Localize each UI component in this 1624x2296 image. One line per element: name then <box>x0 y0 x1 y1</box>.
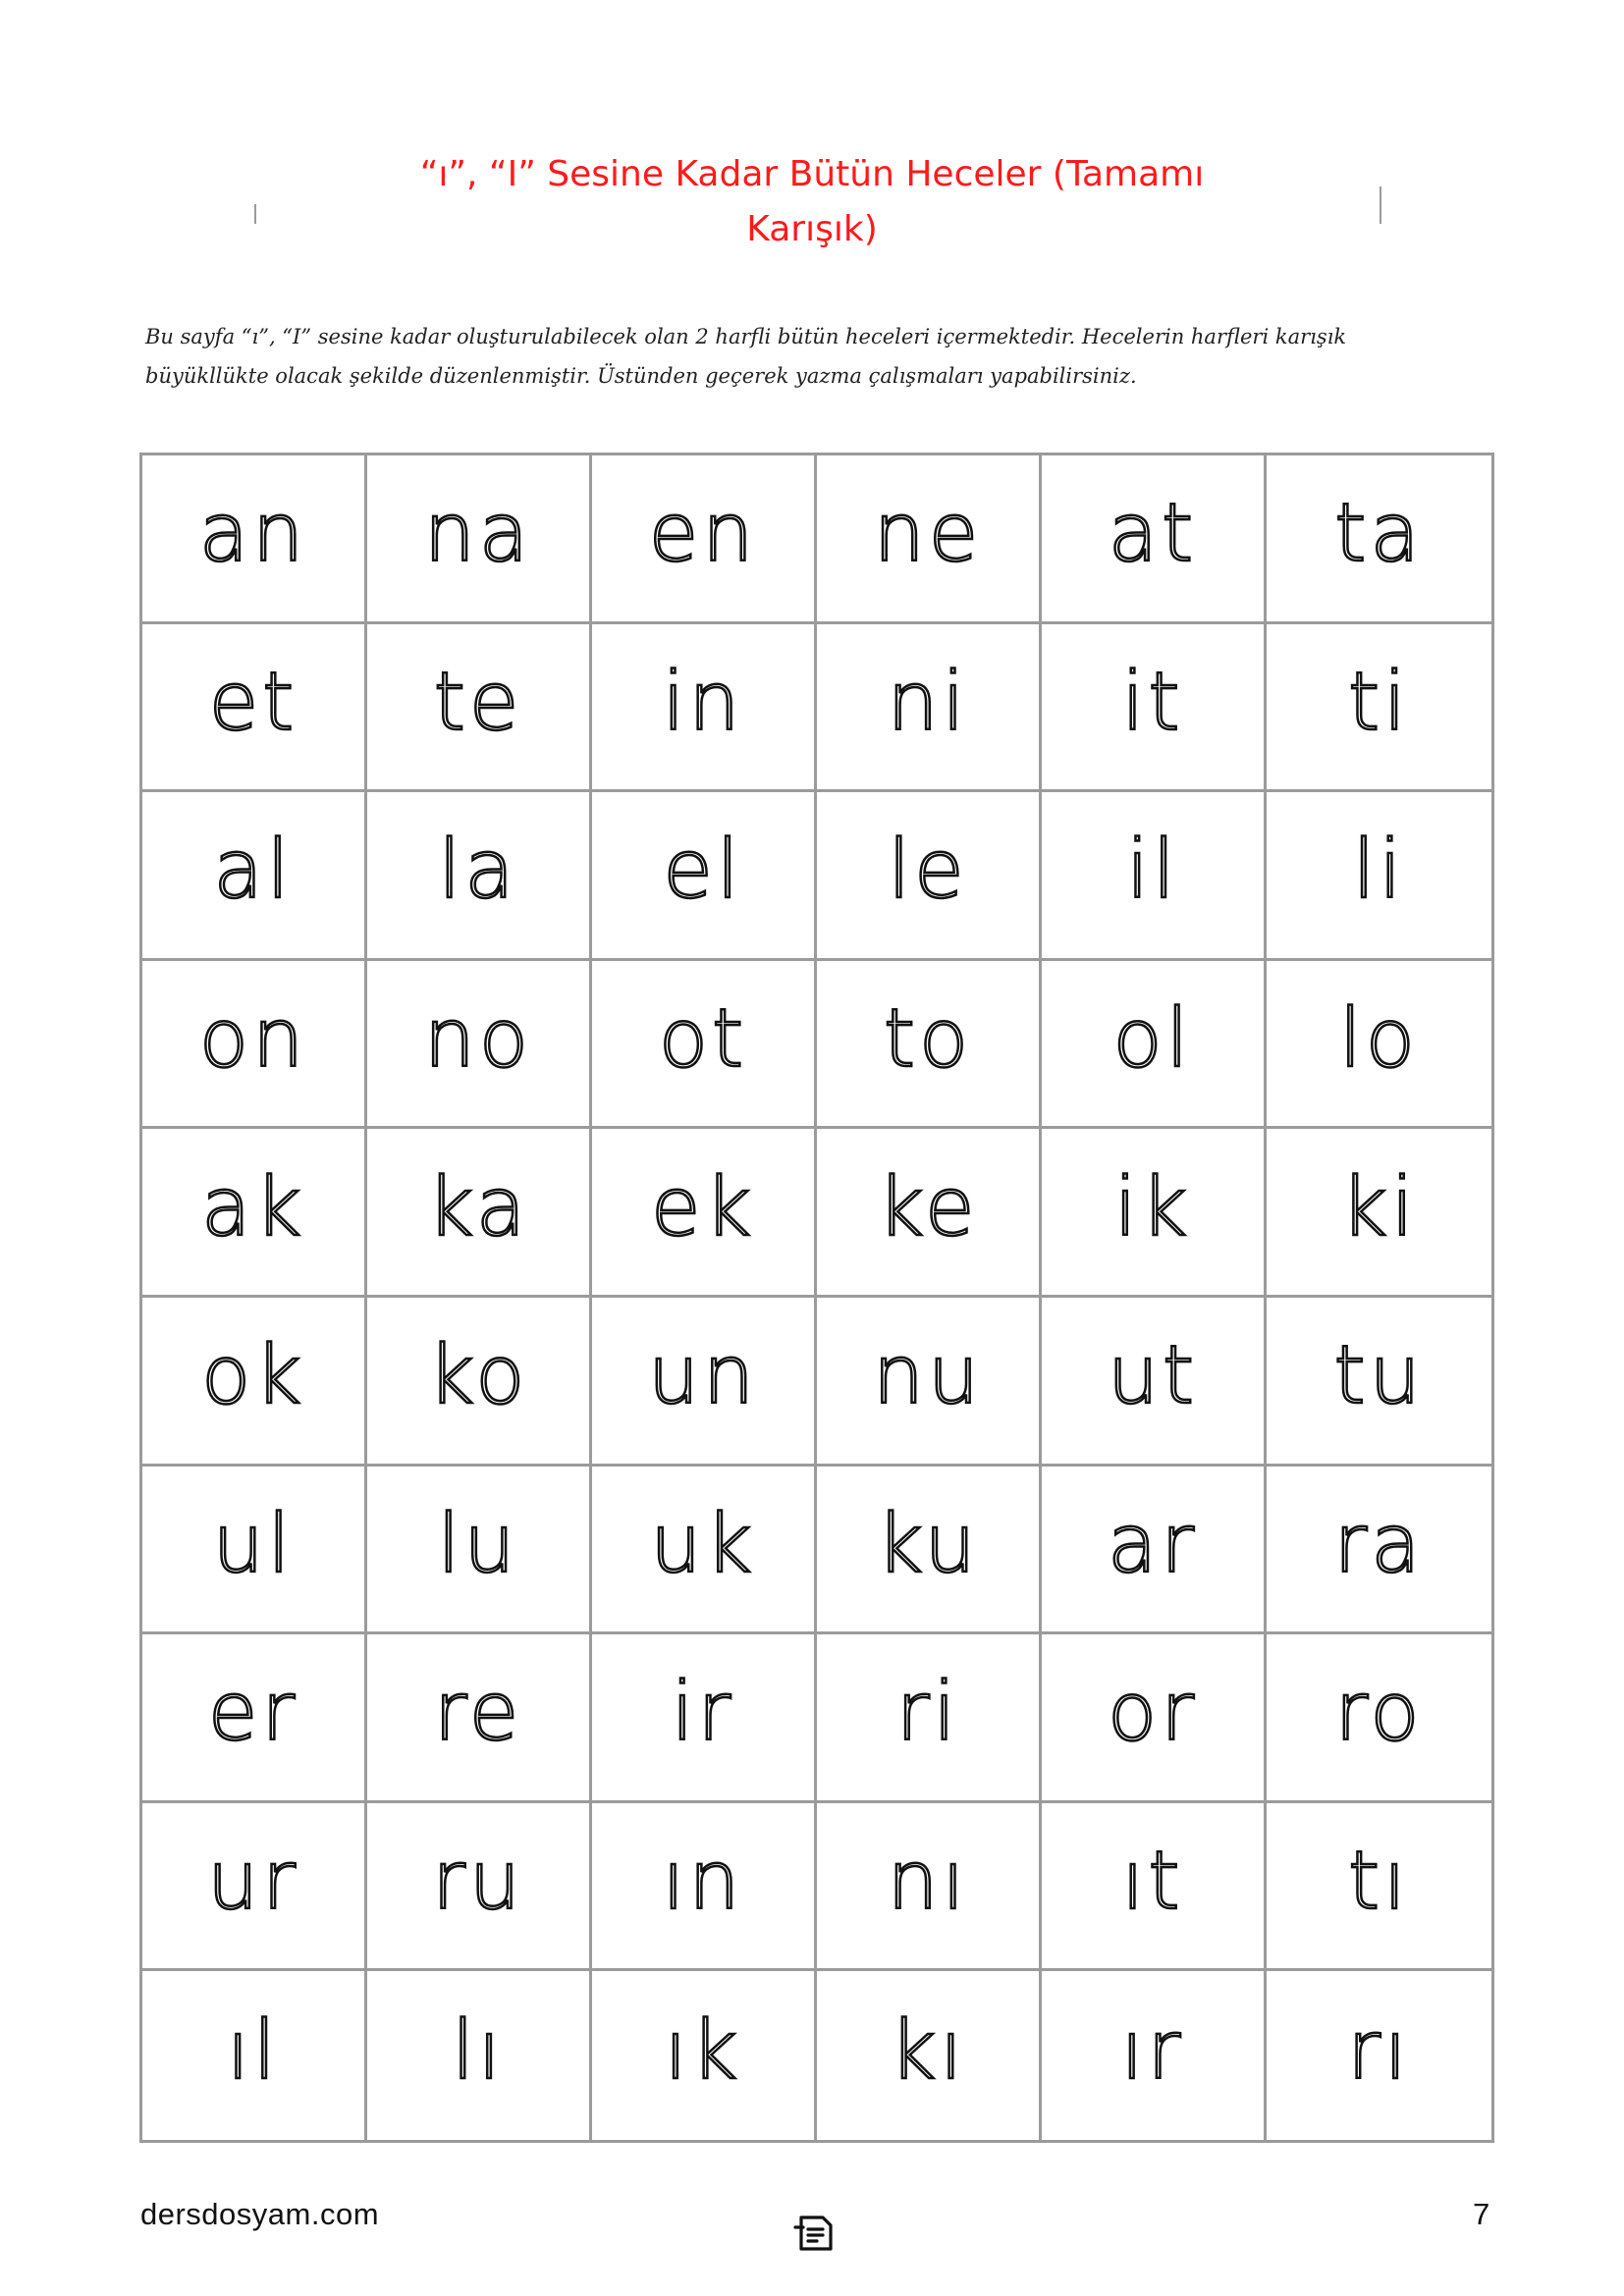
syllable-text: ak <box>201 1160 305 1255</box>
syllable-cell <box>592 1971 817 2140</box>
syllable-text: ıl <box>227 2004 280 2099</box>
syllable-text: ru <box>432 1835 524 1929</box>
syllable-cell <box>1042 1634 1267 1803</box>
syllable-cell <box>817 961 1042 1130</box>
syllable-text: ın <box>662 1835 744 1929</box>
syllable-text: na <box>423 487 533 581</box>
syllable-grid <box>139 453 1494 2143</box>
syllable-text: ki <box>1340 1160 1418 1255</box>
syllable-cell <box>592 1803 817 1972</box>
syllable-text: un <box>648 1329 758 1423</box>
syllable-cell <box>1042 792 1267 961</box>
syllable-text: re <box>433 1666 523 1760</box>
syllable-text: or <box>1108 1666 1198 1760</box>
syllable-text: ık <box>664 2004 742 2099</box>
syllable-cell <box>1267 1298 1491 1467</box>
syllable-text: lo <box>1339 992 1419 1087</box>
syllable-text: ot <box>658 992 748 1087</box>
syllable-text: ri <box>895 1666 960 1760</box>
syllable-cell <box>1267 792 1491 961</box>
syllable-text: ir <box>671 1666 735 1760</box>
syllable-cell <box>592 792 817 961</box>
syllable-text: nu <box>873 1329 983 1423</box>
syllable-cell <box>592 1634 817 1803</box>
syllable-text: kı <box>889 2004 967 2099</box>
syllable-cell <box>817 1129 1042 1298</box>
syllable-text: ok <box>201 1329 305 1423</box>
syllable-cell <box>142 792 367 961</box>
syllable-cell <box>817 624 1042 793</box>
syllable-cell <box>1042 1298 1267 1467</box>
syllable-text: ko <box>427 1329 529 1423</box>
syllable-cell <box>142 1971 367 2140</box>
syllable-cell <box>142 1129 367 1298</box>
syllable-text: li <box>1352 824 1406 918</box>
syllable-text: it <box>1121 655 1184 749</box>
syllable-text: le <box>888 824 968 918</box>
syllable-text: ek <box>651 1160 755 1255</box>
syllable-cell <box>367 1129 592 1298</box>
syllable-text: uk <box>650 1497 756 1591</box>
syllable-cell <box>142 455 367 624</box>
syllable-cell <box>1042 1803 1267 1972</box>
syllable-text: te <box>433 655 523 749</box>
syllable-text: ol <box>1112 992 1193 1087</box>
intro-line-2: büyükllükte olacak şekilde düzenlenmiştir. Üstünden geçerek yazma çalışmaları yapabilirsiniz. <box>145 364 1137 388</box>
syllable-text: el <box>663 824 743 918</box>
syllable-cell <box>592 1129 817 1298</box>
syllable-cell <box>817 1634 1042 1803</box>
document-lines-icon <box>793 2214 837 2253</box>
syllable-text: ne <box>873 487 983 581</box>
syllable-text: et <box>208 655 298 749</box>
syllable-text: en <box>648 487 758 581</box>
syllable-cell <box>142 1803 367 1972</box>
syllable-cell <box>817 455 1042 624</box>
page-number: 7 <box>1473 2197 1490 2231</box>
footer-site-name: dersdosyam.com <box>140 2197 380 2231</box>
syllable-text: ku <box>876 1497 980 1591</box>
syllable-cell <box>1042 1129 1267 1298</box>
intro-line-1: Bu sayfa “ı”, “I” sesine kadar oluşturulabilecek olan 2 harfli bütün heceleri içermektedir. Hecelerin harfleri karışık <box>145 325 1347 348</box>
syllable-text: il <box>1126 824 1179 918</box>
syllable-text: ni <box>887 655 969 749</box>
syllable-text: to <box>883 992 973 1087</box>
syllable-cell <box>1267 1467 1491 1635</box>
syllable-text: rı <box>1347 2004 1411 2099</box>
syllable-text: in <box>662 655 744 749</box>
syllable-cell <box>1267 624 1491 793</box>
syllable-text: ik <box>1113 1160 1192 1255</box>
syllable-text: ar <box>1108 1497 1198 1591</box>
syllable-text: ut <box>1107 1329 1199 1423</box>
syllable-cell <box>817 792 1042 961</box>
syllable-text: no <box>423 992 533 1087</box>
syllable-cell <box>592 1298 817 1467</box>
syllable-cell <box>1267 1971 1491 2140</box>
syllable-cell <box>367 1298 592 1467</box>
syllable-cell <box>592 624 817 793</box>
syllable-text: ır <box>1120 2004 1185 2099</box>
syllable-cell <box>1267 961 1491 1130</box>
syllable-text: ta <box>1334 487 1424 581</box>
syllable-text: an <box>198 487 308 581</box>
syllable-cell <box>817 1971 1042 2140</box>
crop-mark-left <box>254 204 256 224</box>
syllable-text: on <box>198 992 308 1087</box>
syllable-text: ıt <box>1121 1835 1184 1929</box>
syllable-cell <box>367 1634 592 1803</box>
syllable-text: la <box>438 824 518 918</box>
syllable-text: lı <box>452 2004 505 2099</box>
syllable-cell <box>142 1467 367 1635</box>
syllable-cell <box>1042 624 1267 793</box>
syllable-cell <box>1042 455 1267 624</box>
syllable-text: ti <box>1348 655 1410 749</box>
title-line-1: “ı”, “I” Sesine Kadar Bütün Heceler (Tamamı <box>419 154 1205 194</box>
syllable-cell <box>1267 1634 1491 1803</box>
syllable-cell <box>367 1803 592 1972</box>
syllable-text: ul <box>212 1497 295 1591</box>
syllable-cell <box>1267 1803 1491 1972</box>
syllable-text: nı <box>887 1835 969 1929</box>
syllable-text: at <box>1108 487 1198 581</box>
syllable-cell <box>817 1467 1042 1635</box>
syllable-text: ka <box>426 1160 530 1255</box>
syllable-text: ro <box>1334 1666 1424 1760</box>
syllable-cell <box>592 1467 817 1635</box>
syllable-cell <box>592 455 817 624</box>
syllable-cell <box>367 624 592 793</box>
syllable-cell <box>142 624 367 793</box>
syllable-cell <box>367 1467 592 1635</box>
crop-mark-right <box>1380 187 1381 224</box>
syllable-cell <box>1267 455 1491 624</box>
syllable-cell <box>142 1298 367 1467</box>
syllable-cell <box>367 1971 592 2140</box>
syllable-cell <box>1042 1467 1267 1635</box>
syllable-cell <box>367 455 592 624</box>
syllable-cell <box>367 961 592 1130</box>
intro-text <box>145 317 1422 396</box>
syllable-text: tu <box>1333 1329 1425 1423</box>
syllable-cell <box>817 1803 1042 1972</box>
syllable-text: ra <box>1333 1497 1425 1591</box>
syllable-cell <box>142 1634 367 1803</box>
page-title <box>373 147 1251 257</box>
syllable-cell <box>1267 1129 1491 1298</box>
syllable-cell <box>367 792 592 961</box>
syllable-text: ke <box>877 1160 979 1255</box>
syllable-text: lu <box>437 1497 519 1591</box>
syllable-text: ur <box>207 1835 299 1929</box>
title-line-2: Karışık) <box>746 209 878 249</box>
syllable-text: tı <box>1348 1835 1410 1929</box>
syllable-cell <box>142 961 367 1130</box>
syllable-text: al <box>213 824 294 918</box>
syllable-cell <box>1042 961 1267 1130</box>
syllable-cell <box>817 1298 1042 1467</box>
syllable-cell <box>1042 1971 1267 2140</box>
syllable-text: er <box>207 1666 299 1760</box>
syllable-cell <box>592 961 817 1130</box>
